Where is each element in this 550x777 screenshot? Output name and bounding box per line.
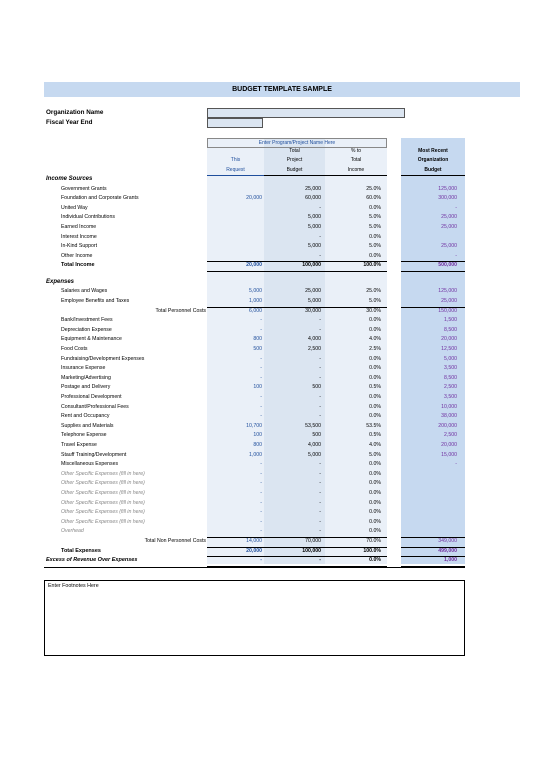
cell-c2[interactable]: - <box>319 480 321 487</box>
cell-c2[interactable]: - <box>319 489 321 496</box>
nonpersonnel-row <box>0 316 550 326</box>
cell-c3: 0.0% <box>369 470 381 477</box>
cell-c3: 5.0% <box>369 224 381 230</box>
nonpersonnel-row <box>0 489 550 499</box>
cell-c4[interactable]: - <box>455 204 457 211</box>
cell-c3: 4.0% <box>369 441 381 448</box>
cell-c4[interactable]: 125,000 <box>438 185 457 192</box>
cell-c3: 0.0% <box>369 355 381 362</box>
cell-c2[interactable]: - <box>319 461 321 468</box>
cell-c2[interactable]: 500 <box>312 432 321 439</box>
cell-c1[interactable]: 800 <box>253 336 262 343</box>
cell-c1[interactable]: - <box>260 355 262 362</box>
cell-c2[interactable]: 5,000 <box>308 297 321 304</box>
cell-c4[interactable]: 8,500 <box>444 374 457 381</box>
cell-c2[interactable]: - <box>319 403 321 410</box>
col2-header-2: Project <box>286 157 303 163</box>
income-row <box>0 194 550 204</box>
page-title: BUDGET TEMPLATE SAMPLE <box>44 82 520 97</box>
col4-header-1: Most Recent <box>418 148 448 154</box>
cell-c4[interactable]: 25,000 <box>441 214 457 221</box>
cell-c2[interactable]: - <box>319 317 321 324</box>
cell-c3: 0.0% <box>369 461 381 468</box>
income-row <box>0 242 550 252</box>
cell-c1[interactable]: - <box>260 518 262 525</box>
cell-c3: 30.0% <box>366 307 381 314</box>
cell-c2[interactable]: - <box>319 355 321 362</box>
row-label: Postage and Delivery <box>61 384 111 391</box>
cell-c3: 0.5% <box>369 432 381 439</box>
cell-c4[interactable]: 25,000 <box>441 224 457 230</box>
row-label: Other Specific Expenses (fill in here) <box>61 489 145 496</box>
cell-c1[interactable]: 6,000 <box>249 307 262 314</box>
nonpersonnel-row <box>0 518 550 528</box>
income-row <box>0 252 550 262</box>
cell-c1[interactable]: 20,000 <box>246 547 262 554</box>
col1-header-3: Request <box>226 167 245 173</box>
nonpersonnel-row <box>0 499 550 509</box>
cell-c4[interactable]: - <box>455 252 457 259</box>
cell-c4[interactable]: 8,500 <box>444 326 457 333</box>
col3-header-1: % to <box>350 148 361 154</box>
nonpersonnel-row <box>0 508 550 518</box>
row-label: Consultant/Professional Fees <box>61 403 129 410</box>
cell-c2[interactable]: 5,000 <box>308 224 321 230</box>
nonpersonnel-row <box>0 479 550 489</box>
cell-c2[interactable]: - <box>319 470 321 477</box>
row-label: Fundraising/Development Expenses <box>61 355 145 362</box>
cell-c1[interactable]: 800 <box>253 441 262 448</box>
cell-c1[interactable]: - <box>260 557 262 564</box>
cell-c3: 100.0% <box>363 547 381 554</box>
cell-c1[interactable]: - <box>260 509 262 516</box>
cell-c4[interactable]: 3,500 <box>444 393 457 400</box>
cell-c3: 0.0% <box>369 233 381 240</box>
col4-header-2: Organization <box>417 157 449 163</box>
cell-c4[interactable]: 150,000 <box>438 307 457 314</box>
cell-c4[interactable]: 25,000 <box>441 297 457 304</box>
cell-c1[interactable]: - <box>260 374 262 381</box>
income-row <box>0 233 550 243</box>
row-label: Other Specific Expenses (fill in here) <box>61 518 145 525</box>
cell-c1[interactable]: - <box>260 461 262 468</box>
cell-c2[interactable]: - <box>319 557 321 564</box>
cell-c2[interactable]: - <box>319 413 321 420</box>
cell-c4[interactable]: 25,000 <box>441 243 457 250</box>
cell-c1[interactable]: 20,000 <box>246 195 262 202</box>
cell-c2[interactable]: 4,000 <box>308 336 321 343</box>
row-label: Income Sources <box>46 176 93 182</box>
cell-c3: 25.0% <box>366 288 381 295</box>
nonpersonnel-row <box>0 383 550 393</box>
cell-c1[interactable]: 5,000 <box>249 288 262 295</box>
row-label: Salaries and Wages <box>61 288 108 295</box>
total-income-row <box>0 261 550 271</box>
income-section-heading <box>0 175 550 185</box>
cell-c4[interactable]: 200,000 <box>438 422 457 429</box>
cell-c2[interactable]: - <box>319 499 321 506</box>
nonpersonnel-row <box>0 460 550 470</box>
cell-c2[interactable]: - <box>319 365 321 372</box>
row-label: Other Specific Expenses (fill in here) <box>61 470 145 477</box>
cell-c1[interactable]: - <box>260 393 262 400</box>
row-label: Total Income <box>61 262 95 269</box>
row-label: Total Personnel Costs <box>155 307 206 314</box>
row-label: Depreciation Expense <box>61 326 112 333</box>
personnel-row <box>0 297 550 307</box>
total-expenses-row <box>0 547 550 557</box>
cell-c1[interactable]: - <box>260 499 262 506</box>
cell-c4[interactable]: 15,000 <box>441 451 457 458</box>
col4-header-3: Budget <box>424 167 442 173</box>
cell-c4[interactable]: 20,000 <box>441 336 457 343</box>
cell-c2[interactable]: 25,000 <box>305 288 321 295</box>
cell-c3: 0.0% <box>369 365 381 372</box>
nonpersonnel-row <box>0 393 550 403</box>
row-label: Foundation and Corporate Grants <box>61 195 139 202</box>
cell-c3: 5.0% <box>369 451 381 458</box>
cell-c1[interactable]: 1,000 <box>249 297 262 304</box>
nonpersonnel-row <box>0 431 550 441</box>
cell-c3: 5.0% <box>369 297 381 304</box>
cell-c3: 0.5% <box>369 384 381 391</box>
nonpersonnel-row <box>0 441 550 451</box>
cell-c2[interactable]: 53,500 <box>305 422 321 429</box>
org-name-label: Organization Name <box>46 109 104 116</box>
cell-c4[interactable]: 1,000 <box>444 557 457 564</box>
cell-c3: 0.0% <box>369 557 381 564</box>
row-label: Bank/Investment Fees <box>61 317 113 324</box>
row-label: United Way <box>61 204 88 211</box>
row-label: Government Grants <box>61 185 107 192</box>
cell-c3: 5.0% <box>369 243 381 250</box>
nonpersonnel-row <box>0 422 550 432</box>
income-row <box>0 223 550 233</box>
cell-c4[interactable]: 500,000 <box>438 262 457 269</box>
row-label: Interest Income <box>61 233 97 240</box>
cell-c2[interactable]: 100,000 <box>302 547 321 554</box>
row-label: Rent and Occupancy <box>61 413 110 420</box>
col2-header-3: Budget <box>286 167 303 173</box>
nonpersonnel-row <box>0 326 550 336</box>
cell-c2[interactable]: 500 <box>312 384 321 391</box>
fiscal-year-label: Fiscal Year End <box>46 119 93 126</box>
row-label: Total Expenses <box>61 547 101 554</box>
nonpersonnel-row <box>0 470 550 480</box>
cell-c3: 0.0% <box>369 403 381 410</box>
cell-c2[interactable]: 70,000 <box>305 537 321 544</box>
row-label: Professional Development <box>61 393 122 400</box>
cell-c3: 0.0% <box>369 499 381 506</box>
row-label: Other Specific Expenses (fill in here) <box>61 499 145 506</box>
row-label: Travel Expense <box>61 441 97 448</box>
total-nonpersonnel-row <box>0 537 550 547</box>
income-row <box>0 185 550 195</box>
nonpersonnel-row <box>0 527 550 537</box>
cell-c2[interactable]: - <box>319 252 321 259</box>
nonpersonnel-row <box>0 345 550 355</box>
col1-header-2: This <box>230 157 241 163</box>
nonpersonnel-row <box>0 403 550 413</box>
row-label: Equipment & Maintenance <box>61 336 122 343</box>
col3-header-3: Income <box>347 167 365 173</box>
income-row <box>0 204 550 214</box>
nonpersonnel-row <box>0 364 550 374</box>
cell-c3: 0.0% <box>369 509 381 516</box>
cell-c4[interactable]: 20,000 <box>441 441 457 448</box>
row-label: Overhead <box>61 528 84 535</box>
cell-c2[interactable]: 25,000 <box>305 185 321 192</box>
cell-c1[interactable]: - <box>260 317 262 324</box>
cell-c1[interactable]: 20,000 <box>246 262 262 269</box>
row-label: Total Non Personnel Costs <box>144 537 206 544</box>
org-name-input[interactable] <box>207 108 405 118</box>
cell-c4[interactable]: 10,000 <box>441 403 457 410</box>
row-label: Other Specific Expenses (fill in here) <box>61 509 145 516</box>
cell-c4[interactable]: 12,500 <box>441 345 457 352</box>
row-label: Employee Benefits and Taxes <box>61 297 130 304</box>
cell-c3: 0.0% <box>369 480 381 487</box>
cell-c3: 0.0% <box>369 317 381 324</box>
cell-c2[interactable]: - <box>319 393 321 400</box>
cell-c4[interactable]: 125,000 <box>438 288 457 295</box>
cell-c2[interactable]: 60,000 <box>305 195 321 202</box>
cell-c2[interactable]: 2,500 <box>308 345 321 352</box>
cell-c3: 70.0% <box>366 537 381 544</box>
cell-c4[interactable]: 300,000 <box>438 195 457 202</box>
row-label: Supplies and Materials <box>61 422 114 429</box>
cell-c2[interactable]: - <box>319 528 321 535</box>
cell-c1[interactable]: - <box>260 326 262 333</box>
cell-c1[interactable]: - <box>260 528 262 535</box>
cell-c1[interactable]: - <box>260 365 262 372</box>
nonpersonnel-row <box>0 451 550 461</box>
cell-c3: 0.0% <box>369 326 381 333</box>
nonpersonnel-row <box>0 374 550 384</box>
cell-c1[interactable]: 14,000 <box>246 537 262 544</box>
excess-revenue-row <box>0 556 550 566</box>
cell-c4[interactable]: 5,000 <box>444 355 457 362</box>
row-label: Individual Contributions <box>61 214 115 221</box>
cell-c1[interactable]: 100 <box>253 384 262 391</box>
cell-c4[interactable]: - <box>455 461 457 468</box>
cell-c4[interactable]: 349,000 <box>438 537 457 544</box>
cell-c4[interactable]: 2,500 <box>444 432 457 439</box>
row-label: Expenses <box>46 278 75 285</box>
cell-c3: 60.0% <box>366 195 381 202</box>
nonpersonnel-row <box>0 335 550 345</box>
cell-c1[interactable]: 500 <box>253 345 262 352</box>
cell-c1[interactable]: 1,000 <box>249 451 262 458</box>
fiscal-year-input[interactable] <box>207 118 263 128</box>
cell-c1[interactable]: - <box>260 403 262 410</box>
row-label: Other Specific Expenses (fill in here) <box>61 480 145 487</box>
cell-c3: 53.5% <box>366 422 381 429</box>
row-label: In-Kind Support <box>61 243 98 250</box>
personnel-row <box>0 287 550 297</box>
cell-c2[interactable]: 5,000 <box>308 451 321 458</box>
row-label: Earned Income <box>61 224 97 230</box>
row-label: Food Costs <box>61 345 88 352</box>
cell-c1[interactable]: 100 <box>253 432 262 439</box>
row-label: Stauff Training/Development <box>61 451 127 458</box>
cell-c4[interactable]: 1,500 <box>444 317 457 324</box>
cell-c3: 25.0% <box>366 185 381 192</box>
program-name-input[interactable]: Enter Program/Project Name Here <box>207 138 387 148</box>
cell-c3: 5.0% <box>369 214 381 221</box>
cell-c4[interactable]: 3,500 <box>444 365 457 372</box>
cell-c1[interactable]: - <box>260 470 262 477</box>
cell-c2[interactable]: - <box>319 374 321 381</box>
row-label: Miscellaneous Expenses <box>61 461 119 468</box>
cell-c1[interactable]: 10,700 <box>246 422 262 429</box>
cell-c3: 100.0% <box>363 262 381 269</box>
cell-c1[interactable]: - <box>260 413 262 420</box>
nonpersonnel-row <box>0 355 550 365</box>
cell-c4[interactable]: 499,000 <box>438 547 457 554</box>
cell-c2[interactable]: 100,000 <box>302 262 321 269</box>
row-label: Other Income <box>61 252 93 259</box>
cell-c3: 0.0% <box>369 393 381 400</box>
cell-c1[interactable]: - <box>260 480 262 487</box>
cell-c2[interactable]: - <box>319 233 321 240</box>
cell-c2[interactable]: 4,000 <box>308 441 321 448</box>
cell-c3: 0.0% <box>369 204 381 211</box>
cell-c4[interactable]: 2,500 <box>444 384 457 391</box>
cell-c2[interactable]: - <box>319 326 321 333</box>
cell-c3: 0.0% <box>369 374 381 381</box>
col2-header-1: Total <box>289 148 300 154</box>
cell-c3: 0.0% <box>369 489 381 496</box>
cell-c4[interactable]: 38,000 <box>441 413 457 420</box>
cell-c2[interactable]: 30,000 <box>305 307 321 314</box>
cell-c2[interactable]: - <box>319 204 321 211</box>
cell-c3: 0.0% <box>369 518 381 525</box>
row-label: Marketing/Advertising <box>61 374 111 381</box>
cell-c2[interactable]: 5,000 <box>308 243 321 250</box>
cell-c3: 0.0% <box>369 252 381 259</box>
expenses-section-heading <box>0 278 550 288</box>
row-label: Telephone Expense <box>61 432 107 439</box>
cell-c3: 2.5% <box>369 345 381 352</box>
income-row <box>0 213 550 223</box>
cell-c3: 0.0% <box>369 528 381 535</box>
cell-c3: 4.0% <box>369 336 381 343</box>
cell-c2[interactable]: 5,000 <box>308 214 321 221</box>
footnotes-box[interactable]: Enter Footnotes Here <box>44 580 465 656</box>
nonpersonnel-row <box>0 412 550 422</box>
cell-c2[interactable]: - <box>319 509 321 516</box>
cell-c2[interactable]: - <box>319 518 321 525</box>
row-label: Excess of Revenue Over Expenses <box>46 557 138 564</box>
col3-header-2: Total <box>350 157 362 163</box>
cell-c3: 0.0% <box>369 413 381 420</box>
cell-c1[interactable]: - <box>260 489 262 496</box>
total-personnel-row <box>0 307 550 317</box>
row-label: Insurance Expense <box>61 365 106 372</box>
